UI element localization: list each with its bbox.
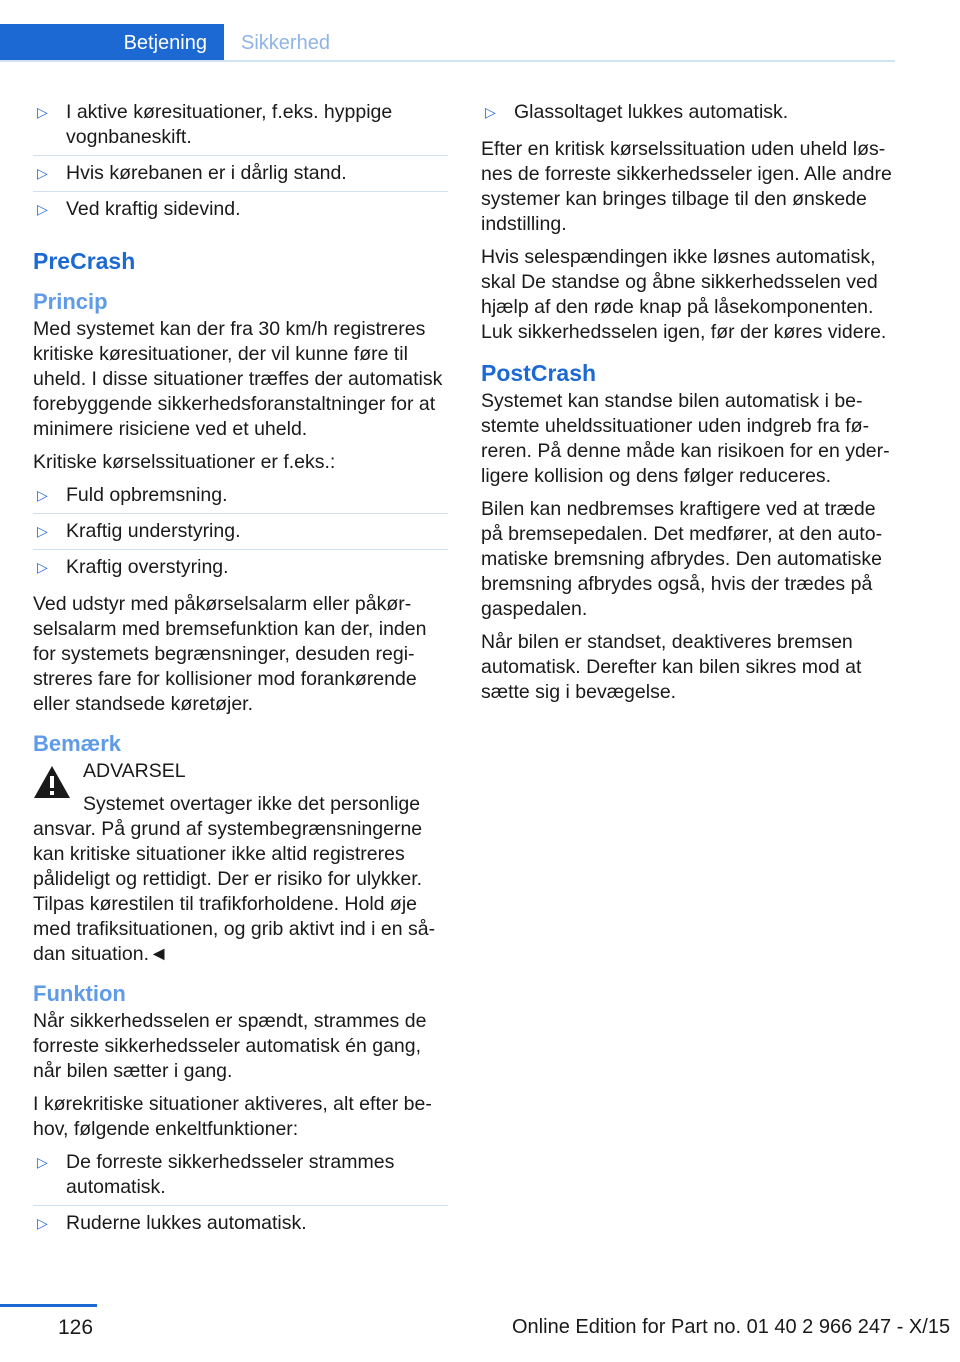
triangle-right-icon: ▷ bbox=[485, 104, 496, 120]
left-column bbox=[33, 100, 448, 1248]
tension-paragraph: Hvis selespændingen ikke løsnes automatisk, skal De standse og åbne sikkerhedsselen ved hjælp af den røde knap på låsekomponenten. Luk sikkerhedsselen igen, før der køres videre. bbox=[481, 246, 887, 343]
page-number-rule bbox=[0, 1304, 97, 1307]
release-paragraph: Efter en kritisk kørselssituation uden uheld løsnes de forreste sikkerhedsseler igen. Alle andre systemer kan bringes tilbage til den ønskede indstilling. bbox=[481, 138, 892, 235]
list-item bbox=[33, 100, 448, 156]
list-item-text: Ved kraftig sidevind. bbox=[66, 198, 241, 220]
page-number: 126 bbox=[58, 1316, 94, 1339]
funktion-bullet-list bbox=[33, 1150, 448, 1241]
warning-triangle-icon bbox=[33, 765, 71, 799]
warning-box bbox=[33, 759, 448, 967]
critical-bullet-list bbox=[33, 483, 448, 585]
list-item bbox=[33, 197, 448, 227]
list-item bbox=[33, 555, 448, 585]
warning-first-line: Systemet overtager ikke det personlige bbox=[83, 793, 421, 815]
list-item bbox=[33, 483, 448, 514]
header-rule bbox=[0, 60, 895, 62]
triangle-right-icon: ▷ bbox=[37, 104, 48, 120]
postcrash-paragraph-2: Bilen kan nedbremses kraftigere ved at træde på bremsepedalen. Det medfører, at den automatiske bremsning afbrydes. Den automatiske bremsning afbrydes også, hvis der trædes på gaspedalen. bbox=[481, 498, 883, 620]
list-item bbox=[33, 1211, 448, 1241]
triangle-right-icon: ▷ bbox=[37, 1154, 48, 1170]
funktion-paragraph-1: Når sikkerhedsselen er spændt, strammes de forreste sikkerhedsseler automatisk én gang, når bilen sætter i gang. bbox=[33, 1010, 427, 1082]
tab-sikkerhed[interactable]: Sikkerhed bbox=[241, 32, 330, 54]
list-item bbox=[481, 100, 896, 130]
edition-footer: Online Edition for Part no. 01 40 2 966 247 - X/15 bbox=[512, 1316, 951, 1338]
list-item-text: De forreste sikkerhedsseler strammes automatisk. bbox=[66, 1151, 395, 1198]
triangle-right-icon: ▷ bbox=[37, 559, 48, 575]
list-item-text: Kraftig understyring. bbox=[66, 520, 241, 542]
intro-bullet-list bbox=[33, 100, 448, 227]
postcrash-paragraph-1: Systemet kan standse bilen automatisk i bestemte uheldssituationer uden indgreb fra føreren. På denne måde kan risikoen for en yderligere kollision og dens følger reduceres. bbox=[481, 390, 890, 487]
critical-intro-paragraph: Kritiske kørselssituationer er f.eks.: bbox=[33, 451, 336, 473]
list-item bbox=[33, 1150, 448, 1206]
warning-title: ADVARSEL bbox=[83, 760, 186, 782]
subsection-title-princip: Princip bbox=[33, 289, 108, 314]
list-item-text: Ruderne lukkes automatisk. bbox=[66, 1212, 307, 1234]
section-title-precrash: PreCrash bbox=[33, 248, 136, 274]
princip-paragraph: Med systemet kan der fra 30 km/h registreres kritiske køresituationer, der vil kunne føre til uheld. I disse situationer træffes der automatisk forebyggende sikkerhedsforanstaltninger for at minimere risiciene ved et uheld. bbox=[33, 318, 443, 440]
equipment-paragraph: Ved udstyr med påkørselsalarm eller påkørselsalarm med bremsefunktion kan der, inden for systemets begrænsninger, desuden registreres fare for kollisioner mod forankørende eller standsede køretøjer. bbox=[33, 593, 427, 715]
right-bullet-list bbox=[481, 100, 896, 130]
tab-betjening[interactable]: Betjening bbox=[0, 24, 224, 62]
list-item bbox=[33, 519, 448, 550]
list-item-text: Hvis kørebanen er i dårlig stand. bbox=[66, 162, 347, 184]
triangle-right-icon: ▷ bbox=[37, 201, 48, 217]
triangle-right-icon: ▷ bbox=[37, 523, 48, 539]
funktion-paragraph-2: I kørekritiske situationer aktiveres, alt efter behov, følgende enkeltfunktioner: bbox=[33, 1093, 432, 1140]
right-column bbox=[481, 100, 896, 713]
list-item-text: Fuld opbremsning. bbox=[66, 484, 228, 506]
list-item-text: Kraftig overstyring. bbox=[66, 556, 229, 578]
warning-text: ansvar. På grund af systembegrænsningerne kan kritiske situationer ikke altid registreres pålideligt og rettidigt. Der er risiko for ulykker. Tilpas kørestilen til trafikforholdene. Hold øje med trafiksituationen, og grib aktivt ind i en sådan situation.◄ bbox=[33, 818, 436, 965]
section-title-postcrash: PostCrash bbox=[481, 360, 597, 386]
list-item-text: Glassoltaget lukkes automatisk. bbox=[514, 101, 789, 123]
list-item bbox=[33, 161, 448, 192]
list-item-text: I aktive køresituationer, f.eks. hyppige vognbaneskift. bbox=[66, 101, 393, 148]
subsection-title-bemaerk: Bemærk bbox=[33, 731, 122, 756]
subsection-title-funktion: Funktion bbox=[33, 981, 126, 1006]
triangle-right-icon: ▷ bbox=[37, 1215, 48, 1231]
triangle-right-icon: ▷ bbox=[37, 165, 48, 181]
triangle-right-icon: ▷ bbox=[37, 487, 48, 503]
postcrash-paragraph-3: Når bilen er standset, deaktiveres bremsen automatisk. Derefter kan bilen sikres mod at sætte sig i bevægelse. bbox=[481, 631, 862, 703]
